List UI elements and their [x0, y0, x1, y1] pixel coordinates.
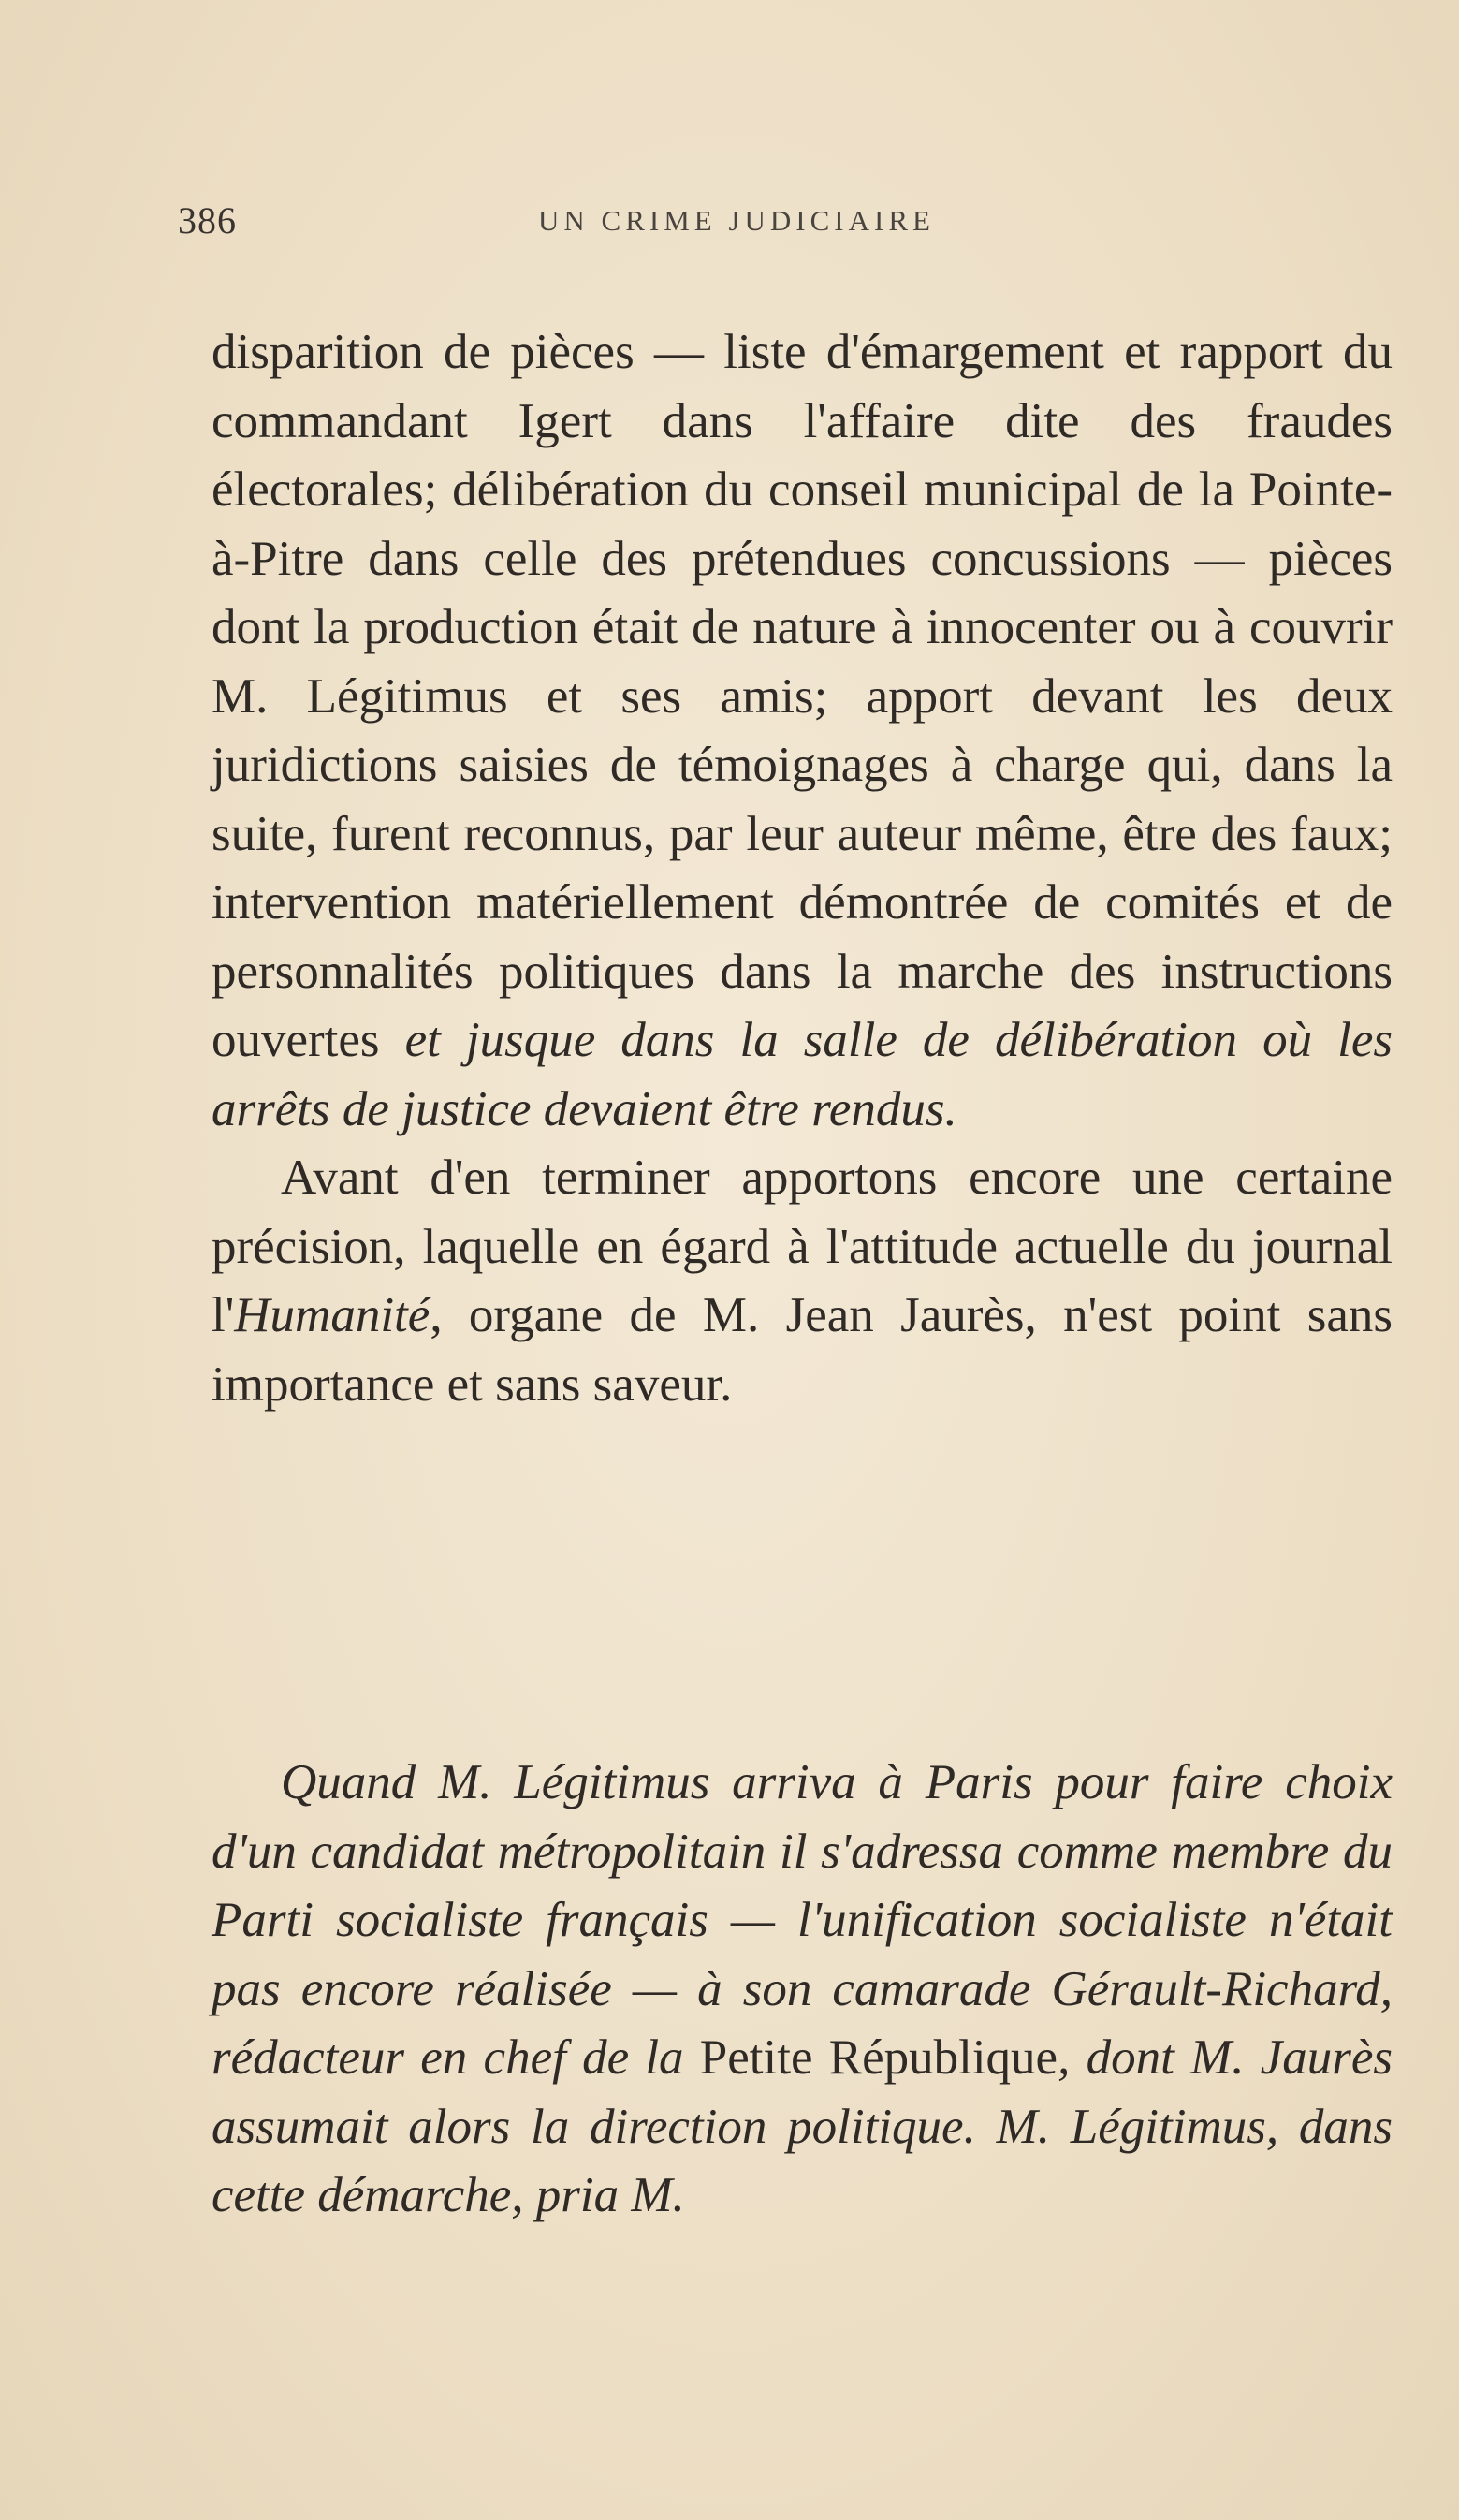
paragraph-2 [212, 1144, 1393, 1419]
paragraph-2-italic-word: Humanité [234, 1288, 430, 1342]
paragraph-1-roman: disparition de pièces — liste d'émargement et rapport du commandant Igert dans l'affaire dite des fraudes électorales; délibération du conseil municipal de la Pointe-à-Pitre dans celle des prétendues concussions — pièces dont la production était de nature à innocenter ou à couvrir M. Légitimus et ses amis; apport devant les deux juridictions saisies de témoignages à charge qui, dans la suite, furent reconnus, par leur auteur même, être des faux; intervention matériellement démontrée de comités et de personnalités politiques dans la marche des instructions ouvertes [212, 325, 1393, 1067]
running-title: UN CRIME JUDICIAIRE [538, 204, 935, 237]
paragraph-1 [212, 318, 1393, 1144]
page-number: 386 [178, 199, 237, 242]
paragraph-2-before-italic: Avant d'en terminer apportons encore une certaine précision, laquelle en égard à l'attitude actuelle du journal l' [212, 1150, 1393, 1342]
paragraph-2-after-italic: , organe de M. Jean Jaurès, n'est point sans importance et sans saveur. [212, 1288, 1393, 1412]
quote-after-upright: , dont M. Jaurès assumait alors la direction politique. M. Légitimus, dans cette démarche, pria M. [212, 2030, 1393, 2222]
quote-before-upright: Quand M. Légitimus arriva à Paris pour faire choix d'un candidat métropolitain il s'adressa comme membre du Parti socialiste français — l'unification socialiste n'était pas encore réalisée — à son camarade Gérault-Richard, rédacteur en chef de la [212, 1755, 1393, 2085]
body-text [212, 318, 1393, 1419]
running-head [178, 198, 1376, 255]
quote-upright-title: Petite République [699, 2030, 1058, 2085]
quote-block [212, 1749, 1393, 2231]
quote-paragraph [212, 1749, 1393, 2231]
paragraph-1-italic: et jusque dans la salle de délibération où les arrêts de justice devaient être rendus. [212, 1013, 1393, 1136]
